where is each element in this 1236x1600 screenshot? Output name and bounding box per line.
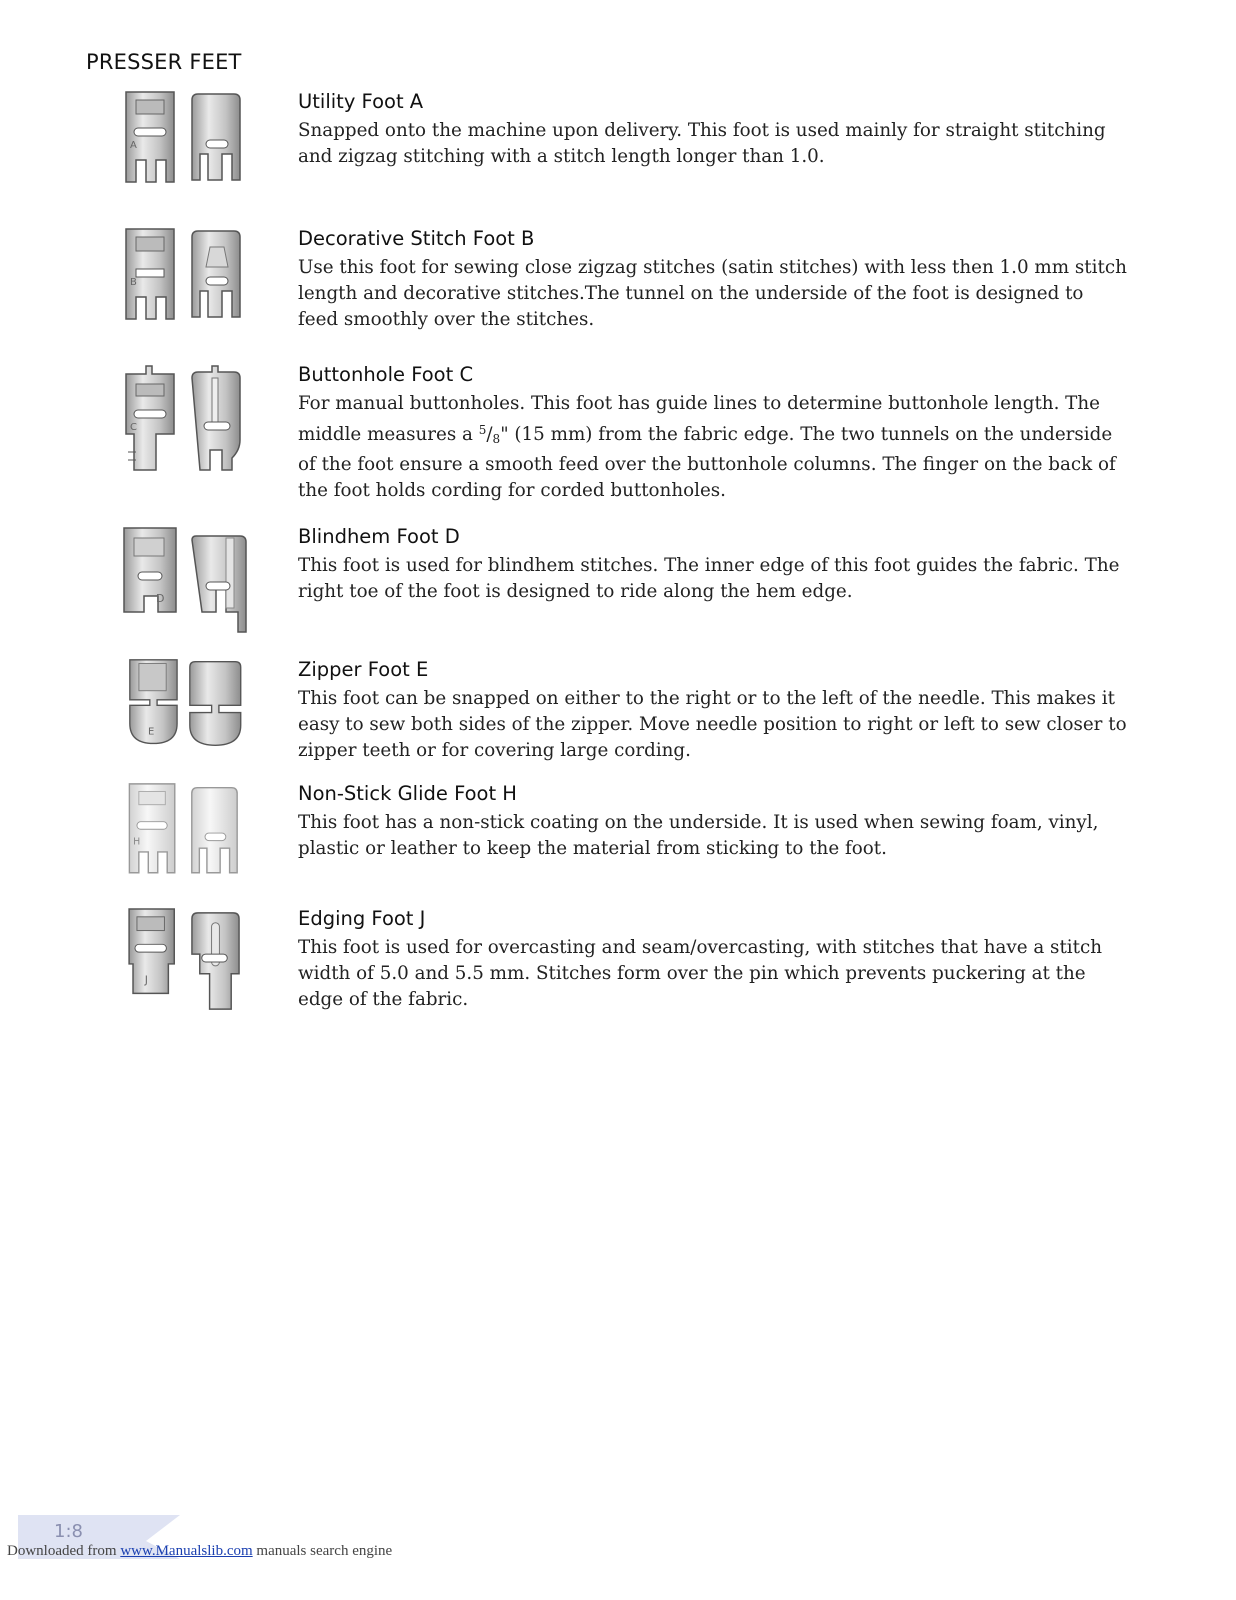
svg-text:E: E [148, 726, 155, 738]
blindhem-foot-icon [118, 525, 258, 637]
foot-title: Buttonhole Foot C [298, 363, 474, 386]
buttonhole-foot-icon [118, 363, 258, 475]
foot-description: This foot can be snapped on either to the right or to the left of the needle. This makes it easy to sew both sides of the zipper. Move needle position to right or left to sew closer to zipper teeth or for covering large cording. [298, 688, 1127, 761]
svg-text:D: D [156, 592, 165, 605]
svg-text:B: B [130, 277, 137, 288]
foot-title: Edging Foot J [298, 907, 426, 930]
svg-text:H: H [133, 836, 141, 848]
foot-title: Utility Foot A [298, 90, 424, 113]
foot-description: This foot is used for overcasting and seam/overcasting, with stitches that have a stitch width of 5.0 and 5.5 mm. Stitches form over the pin which prevents puckering at the edge of the fabric. [298, 937, 1102, 1010]
foot-title: Decorative Stitch Foot B [298, 227, 535, 250]
foot-title: Blindhem Foot D [298, 525, 460, 548]
decorative-stitch-foot-icon [118, 227, 258, 337]
svg-text:J: J [144, 973, 148, 987]
foot-description: This foot is used for blindhem stitches. The inner edge of this foot guides the fabric. The right toe of the foot is designed to ride along the hem edge. [298, 555, 1120, 602]
utility-foot-icon [118, 90, 258, 200]
page-heading: PRESSER FEET [86, 50, 242, 74]
foot-title: Non-Stick Glide Foot H [298, 782, 517, 805]
foot-description: This foot has a non-stick coating on the underside. It is used when sewing foam, vinyl, plastic or leather to keep the material from sticking to the foot. [298, 812, 1099, 859]
manualslib-link[interactable]: www.Manualslib.com [120, 1543, 253, 1559]
zipper-foot-icon [118, 658, 258, 758]
foot-description: For manual buttonholes. This foot has guide lines to determine buttonhole length. The middle measures a $^5$/8" (15 mm) from the fabric edge. The two tunnels on the underside of the foot ensure a smooth feed over the buttonhole columns. The finger on the back of the foot holds cording for corded buttonholes. [298, 393, 1116, 501]
svg-text:C: C [130, 422, 137, 433]
foot-title: Zipper Foot E [298, 658, 429, 681]
download-footer: Downloaded from www.Manualslib.com manuals search engine [7, 1543, 393, 1559]
edging-foot-icon [118, 907, 258, 1015]
non-stick-glide-foot-icon [118, 782, 258, 886]
page-number: 1:8 [54, 1521, 83, 1542]
foot-description: Snapped onto the machine upon delivery. This foot is used mainly for straight stitching and zigzag stitching with a stitch length longer than 1.0. [298, 120, 1106, 167]
foot-description: Use this foot for sewing close zigzag stitches (satin stitches) with less then 1.0 mm stitch length and decorative stitches.The tunnel on the underside of the foot is designed to feed smoothly over the stitches. [298, 257, 1127, 330]
svg-text:A: A [130, 140, 137, 151]
